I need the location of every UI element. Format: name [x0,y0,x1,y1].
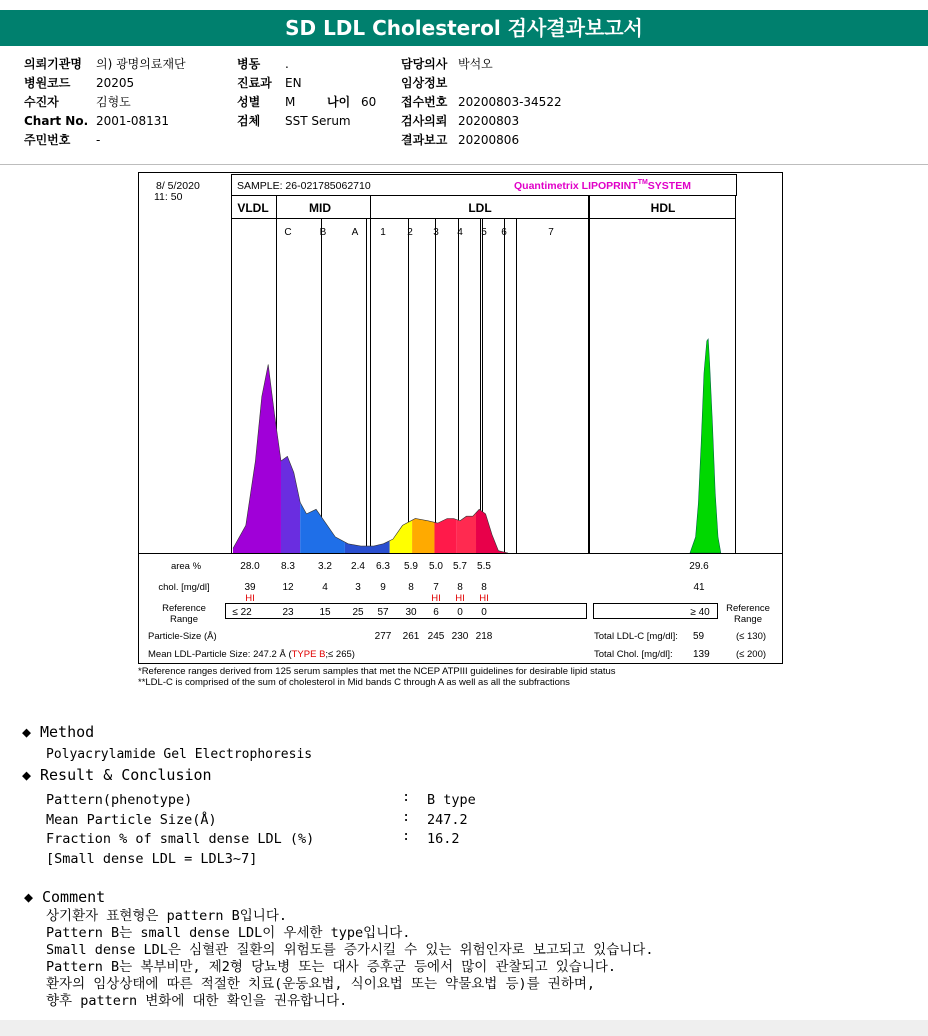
region-label-mid: MID [309,201,331,215]
chol-value: 9 [380,582,386,593]
info-column-2 [237,55,376,131]
ref-value: 23 [282,607,294,618]
ref-value: 0 [481,607,487,618]
band-label: 2 [407,227,413,238]
brand-name: Quantimetrix LIPOPRINT™SYSTEM [514,179,691,192]
total-chol-value: 139 [693,649,710,660]
info-column-1 [24,55,186,150]
chol-value: 4 [322,582,328,593]
result-heading: ◆ Result & Conclusion [22,766,212,784]
ref-value: 0 [457,607,463,618]
hi-flag: HI [455,593,465,604]
band-label: 3 [433,227,439,238]
region-label-vldl: VLDL [237,201,269,215]
comment-text: 상기환자 표현형은 pattern B입니다. Pattern B는 small dense LDL이 우세한 type입니다. Small dense LDL은 심혈관 질환의 위험도를 증가시킬 수 있는 위험인자로 보고되고 있습니다. Pattern B는 복부비만, 제2형 당뇨병 또는 대사 증후군 등에서 많이 관찰되고 있습니다. 환자의 임상상태에 따른 적절한 치료(운동요법, 식이요법 또는 약물요법 등)를 권하며, 향후 pattern 변화에 대한 확인을 권유합니다. [46,908,654,1009]
report-date: 8/ 5/2020 [156,180,200,192]
footnote-2: **LDL-C is comprised of the sum of cholesterol in Mid bands C through A as well as all the subfractions [138,677,570,688]
info-divider [0,164,928,165]
area-value: 5.0 [429,561,443,572]
band-label: B [319,227,327,238]
band-label: 7 [548,227,554,238]
age-value: 60 [361,95,377,109]
total-ldl-label: Total LDL-C [mg/dl]: [594,631,678,642]
ref-value: 25 [352,607,364,618]
particle-value: 218 [475,631,493,642]
page-bottom-bar [0,1020,928,1036]
total-ldl-ref: (≤ 130) [736,631,767,642]
total-chol-ref: (≤ 200) [736,649,767,660]
info-row: 접수번호 20200803-34522 [401,95,562,109]
footnote-1: *Reference ranges derived from 125 serum samples that met the NCEP ATPIII guidelines for desirable lipid status [138,666,616,677]
region-label-ldl: LDL [468,201,492,215]
method-heading: ◆ Method [22,723,95,741]
diamond-icon: ◆ [22,723,32,741]
info-row: Chart No. 2001-08131 [24,114,170,128]
hi-flag: HI [479,593,489,604]
hi-flag: HI [431,593,441,604]
band-label: 6 [501,227,507,238]
comment-heading: ◆ Comment [24,888,106,906]
ref-value: 15 [319,607,331,618]
area-value: 29.6 [689,561,709,572]
method-text: Polyacrylamide Gel Electrophoresis [46,747,313,762]
area-value: 6.3 [376,561,390,572]
band-label: C [284,227,292,238]
ref-value: 30 [405,607,417,618]
lipoprint-report [138,172,783,664]
ref-label-right: Reference [726,603,770,614]
diamond-icon: ◆ [24,888,34,906]
total-chol-label: Total Chol. [mg/dl]: [594,649,673,660]
ref-value: ≤ 22 [232,607,252,618]
age-label: 나이 [327,95,351,109]
particle-label: Particle-Size (Å) [148,631,217,642]
band-label: 1 [380,227,386,238]
ref-value: 6 [433,607,439,618]
area-value: 28.0 [240,561,260,572]
info-row: 성별 M 나이 60 [237,93,376,112]
chol-label: chol. [mg/dl] [158,582,210,593]
report-title-bar [0,10,928,46]
ref-label: Range [170,614,198,625]
ref-label-right: Range [734,614,762,625]
chol-value: 3 [355,582,361,593]
report-time: 11: 50 [154,191,183,203]
total-ldl-value: 59 [693,631,705,642]
band-label: 5 [481,227,487,238]
result-separators: : : : [402,789,411,844]
info-row: 진료과 EN [237,76,302,90]
band-label: A [351,227,359,238]
particle-value: 261 [402,631,420,642]
curve-segment [434,519,456,554]
mean-particle-size: Mean LDL-Particle Size: 247.2 Å (TYPE B;≤ 265) [148,649,355,660]
region-label-hdl: HDL [650,201,676,215]
info-row: 병동 . [237,57,289,71]
diamond-icon: ◆ [22,766,32,784]
info-row: 의뢰기관명 의) 광명의료재단 [24,57,186,71]
area-value: 8.3 [281,561,295,572]
band-label: 4 [457,227,463,238]
hi-flag: HI [245,593,255,604]
chol-value: 12 [282,582,294,593]
info-row: 병원코드 20205 [24,76,135,90]
chol-value: 39 [244,582,256,593]
info-row: 결과보고 20200806 [401,133,520,147]
particle-value: 245 [427,631,445,642]
report-title: SD LDL Cholesterol 검사결과보고서 [285,16,643,40]
info-row: 수진자 김형도 [24,95,131,109]
info-row: 담당의사 박석오 [401,57,493,71]
info-row: 임상정보 [401,76,448,90]
area-value: 5.5 [477,561,491,572]
ref-label: Reference [162,603,206,614]
sample-id: SAMPLE: 26-021785062710 [237,180,371,192]
chol-value: 7 [433,582,439,593]
info-row: 검사의뢰 20200803 [401,114,520,128]
info-row: 주민번호 - [24,133,101,147]
result-labels: Pattern(phenotype) Mean Particle Size(Å) Fraction % of small dense LDL (%) [Small dense LDL = LDL3~7] [46,792,315,867]
area-label: area % [170,561,202,572]
result-values: B type 247.2 16.2 [427,792,476,847]
particle-value: 230 [451,631,469,642]
info-column-3 [401,55,562,150]
info-row: 검체 SST Serum [237,114,351,128]
area-value: 3.2 [318,561,332,572]
area-value: 5.7 [453,561,467,572]
area-value: 5.9 [404,561,418,572]
ref-value: 57 [377,607,389,618]
chol-value: 8 [481,582,487,593]
chol-value: 8 [408,582,414,593]
particle-value: 277 [374,631,392,642]
ref-hdl-value: ≥ 40 [690,607,710,618]
chol-value: 8 [457,582,463,593]
curve-segment [412,519,434,554]
chol-value: 41 [693,582,705,593]
area-value: 2.4 [351,561,365,572]
